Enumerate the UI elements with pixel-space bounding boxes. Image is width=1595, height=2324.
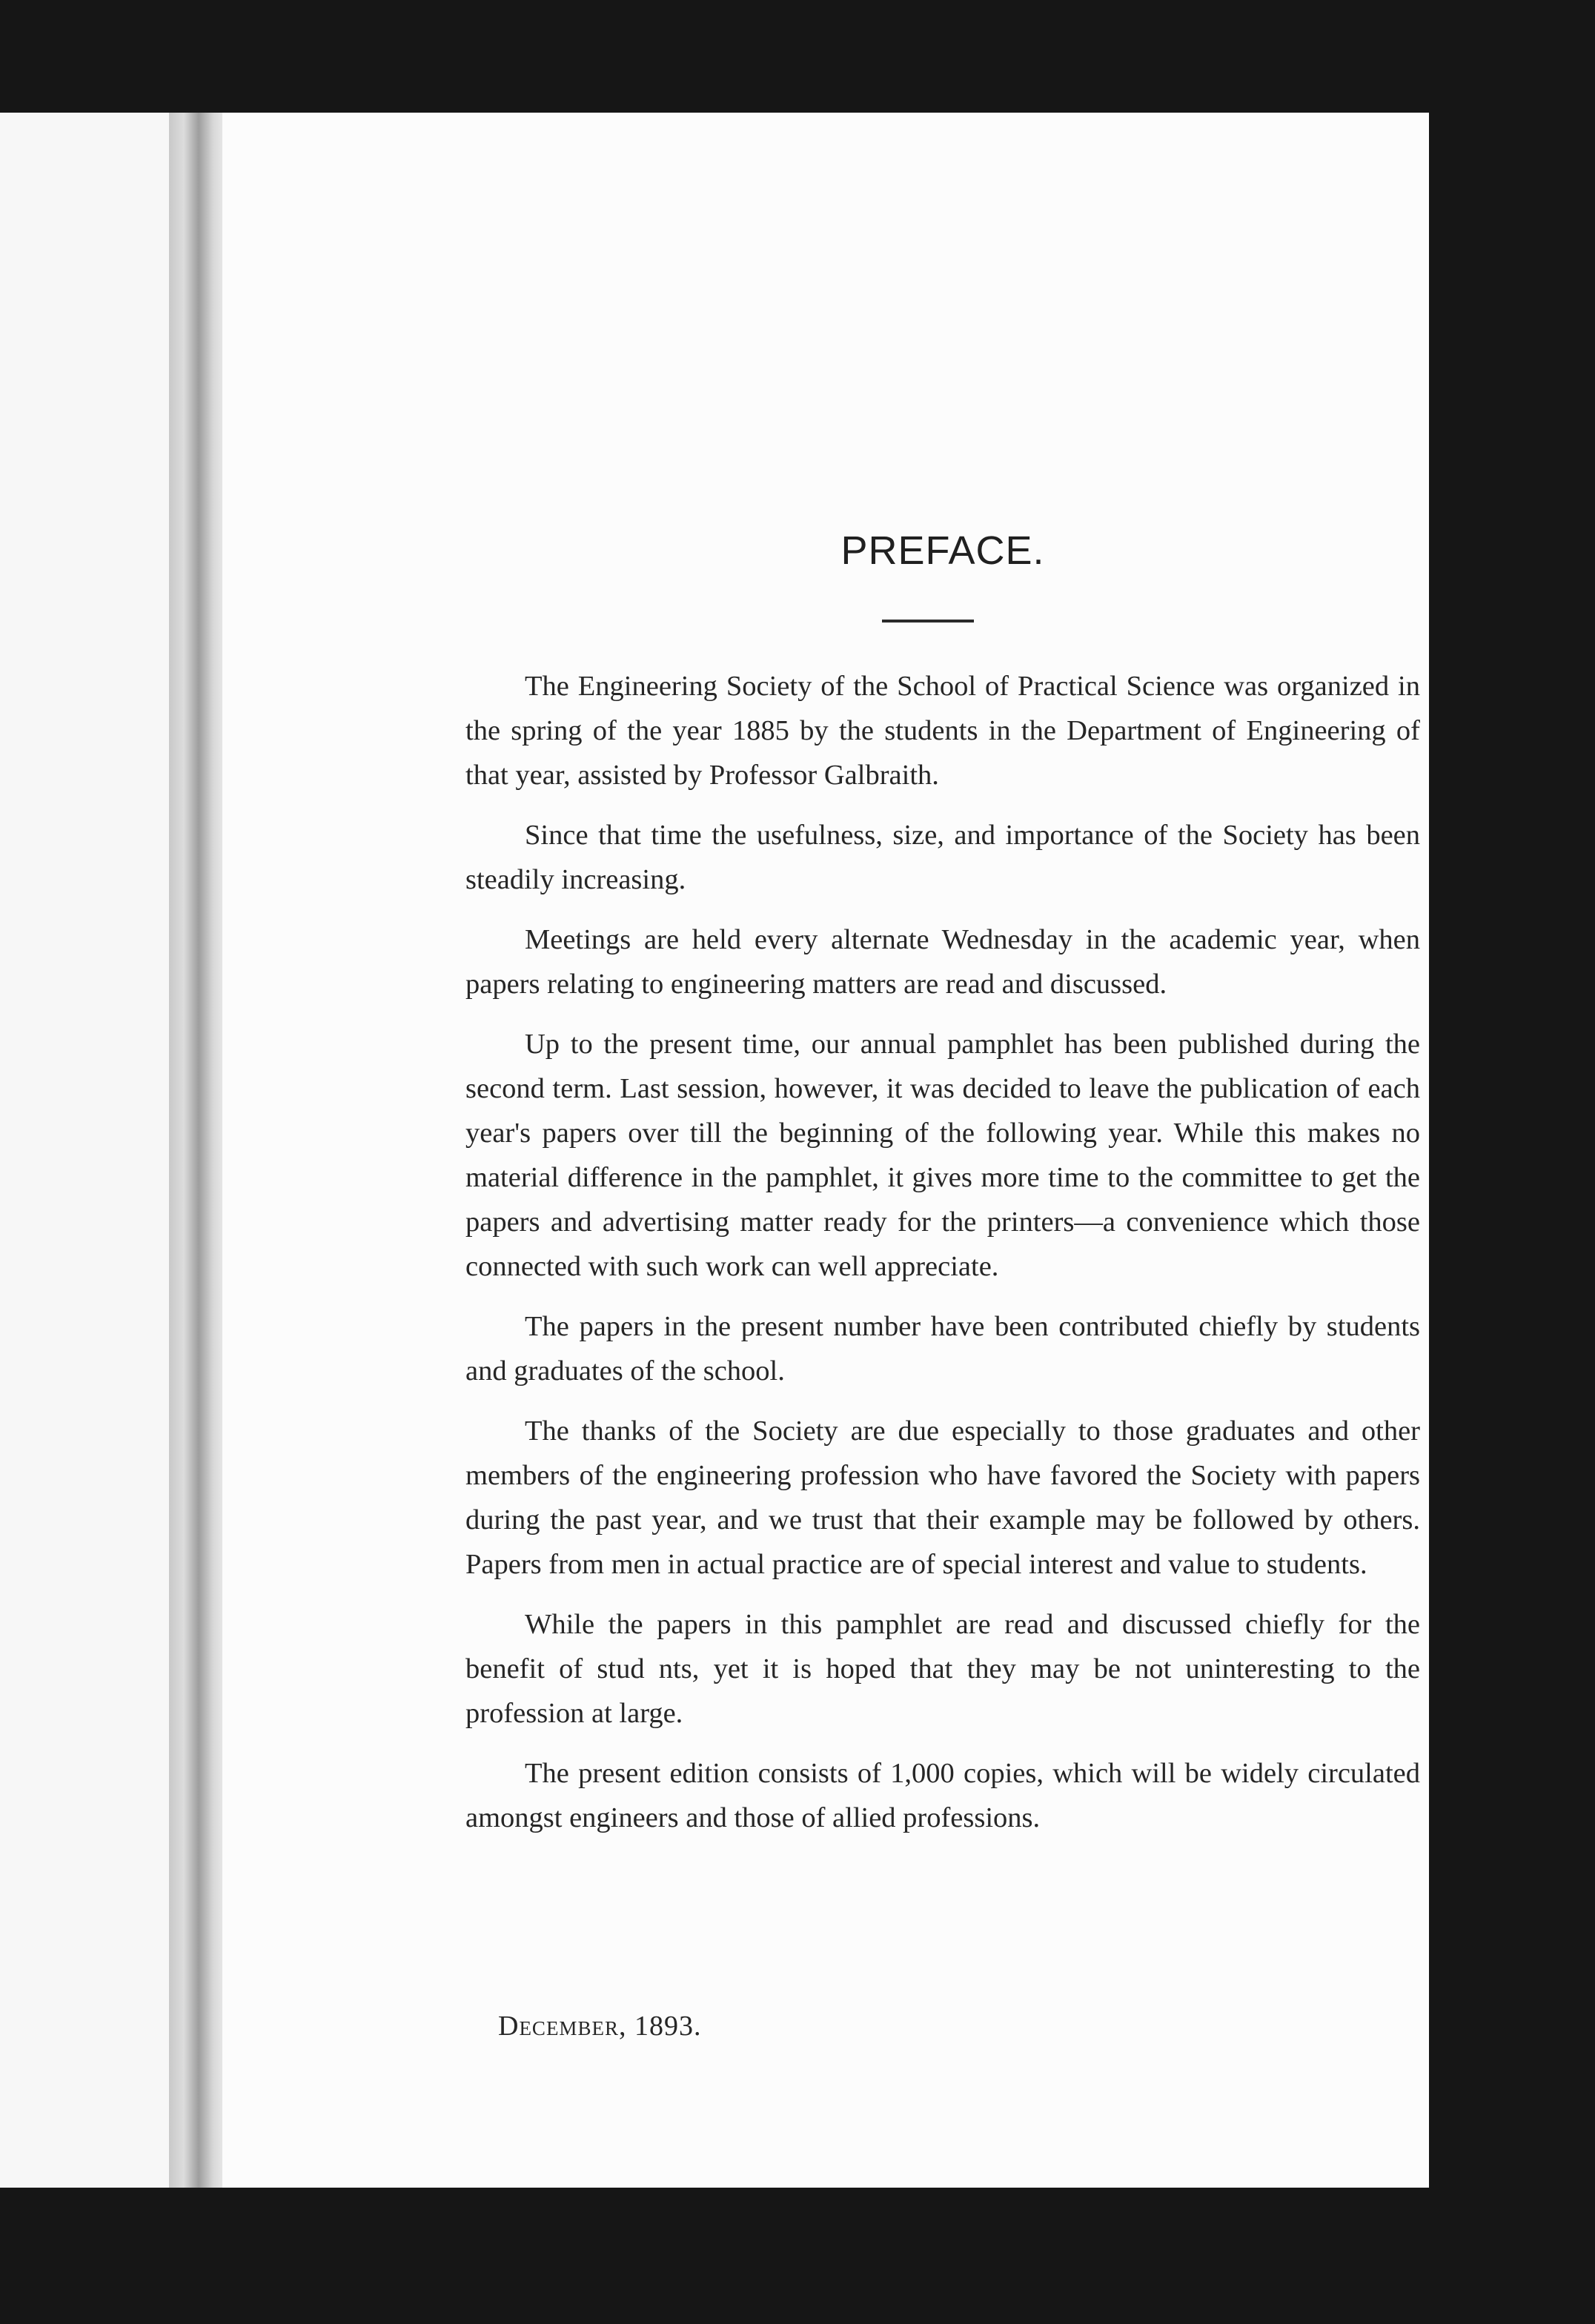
paragraph: While the papers in this pamphlet are read and discussed chiefly for the benefit of stud nts, yet it is hoped that they may be not uninteresting to the profession at large. bbox=[465, 1609, 1420, 1729]
facing-page bbox=[0, 113, 187, 2188]
paragraph: The Engineering Society of the School of Practical Science was organized in the spring of the year 1885 by the students in the Department of Engineering of that year, assisted by Professor Galbraith. bbox=[465, 671, 1420, 791]
date-signature: December, 1893. bbox=[498, 2011, 702, 2042]
title-divider bbox=[882, 620, 974, 622]
preface-body bbox=[465, 664, 1420, 1856]
page-title: PREFACE. bbox=[840, 528, 1045, 573]
paragraph: The thanks of the Society are due especially to those graduates and other members of the engineering profession who have favored the Society with papers during the past year, and we trust that their example may be followed by others. Papers from men in actual practice are of special interest and value to students. bbox=[465, 1415, 1420, 1580]
paragraph: Since that time the usefulness, size, and importance of the Society has been steadily increasing. bbox=[465, 820, 1420, 895]
paragraph: The present edition consists of 1,000 copies, which will be widely circulated amongst engineers and those of allied professions. bbox=[465, 1758, 1420, 1833]
document-page bbox=[222, 113, 1429, 2188]
paragraph: The papers in the present number have been contributed chiefly by students and graduates of the school. bbox=[465, 1311, 1420, 1387]
book-gutter bbox=[169, 113, 228, 2188]
paragraph: Meetings are held every alternate Wednesday in the academic year, when papers relating to engineering matters are read and discussed. bbox=[465, 924, 1420, 1000]
paragraph: Up to the present time, our annual pamphlet has been published during the second term. Last session, however, it was decided to leave the publication of each year's papers over till the beginning of the following year. While this makes no material difference in the pamphlet, it gives more time to the committee to get the papers and advertising matter ready for the printers—a convenience which those connected with such work can well appreciate. bbox=[465, 1029, 1420, 1282]
